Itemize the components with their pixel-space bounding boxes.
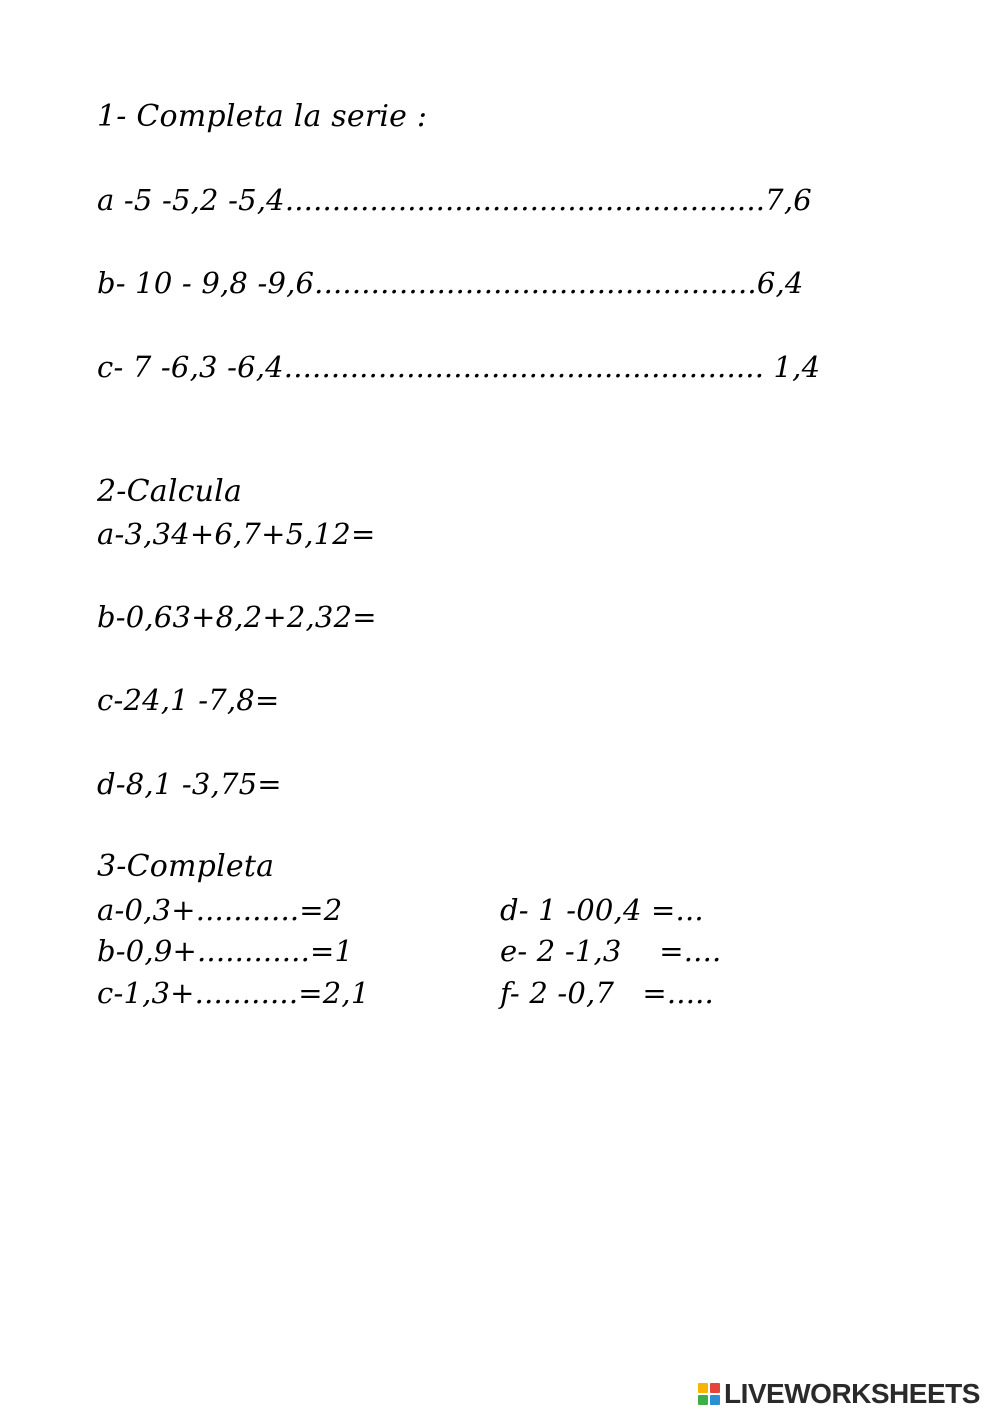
section3-heading: 3-Completa bbox=[97, 849, 275, 884]
section2-heading: 2-Calcula bbox=[97, 474, 243, 509]
complete-b: b-0,9+............=1 bbox=[97, 934, 354, 968]
logo-block-2 bbox=[710, 1383, 720, 1393]
complete-c: c-1,3+...........=2,1 bbox=[97, 976, 370, 1010]
complete-a: a-0,3+...........=2 bbox=[97, 893, 343, 927]
calc-b: b-0,63+8,2+2,32= bbox=[97, 600, 377, 634]
complete-f: f- 2 -0,7 =..... bbox=[500, 976, 714, 1010]
logo-block-1 bbox=[698, 1383, 708, 1393]
calc-a: a-3,34+6,7+5,12= bbox=[97, 517, 376, 551]
series-b: b- 10 - 9,8 -9,6...............................................6,4 bbox=[97, 266, 804, 300]
series-a: a -5 -5,2 -5,4...................................................7,6 bbox=[97, 183, 812, 217]
logo-text: LIVEWORKSHEETS bbox=[724, 1378, 980, 1409]
logo-block-3 bbox=[698, 1395, 708, 1405]
logo-block-4 bbox=[710, 1395, 720, 1405]
section1-heading: 1- Completa la serie : bbox=[97, 99, 428, 134]
complete-d: d- 1 -00,4 =... bbox=[500, 893, 704, 927]
complete-e: e- 2 -1,3 =.... bbox=[500, 934, 722, 968]
calc-d: d-8,1 -3,75= bbox=[97, 767, 282, 801]
logo-blocks-icon bbox=[698, 1383, 720, 1405]
series-c: c- 7 -6,3 -6,4................................................... 1,4 bbox=[97, 350, 821, 384]
liveworksheets-logo bbox=[698, 1379, 980, 1409]
calc-c: c-24,1 -7,8= bbox=[97, 683, 280, 717]
